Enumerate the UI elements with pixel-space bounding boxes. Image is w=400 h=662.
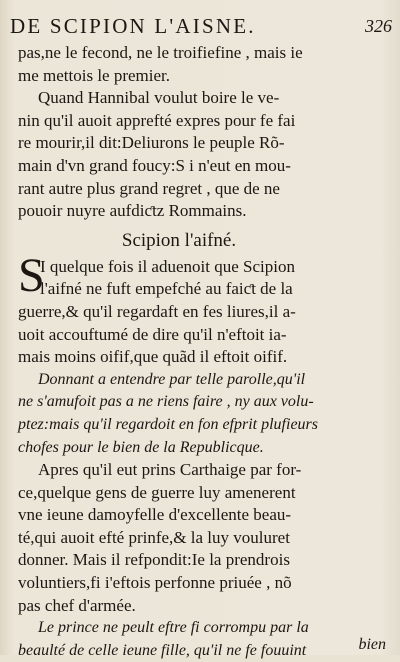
page-number: 326: [365, 16, 392, 36]
text-line: nin qu'il auoit apprefté expres pour fe fai: [18, 110, 296, 130]
text-line: vne ieune damoyfelle d'excellente beau-: [18, 505, 292, 525]
text-line: donner. Mais il refpondit:Ie la prendrois: [18, 550, 290, 570]
section-title: Scipion l'aifné.: [121, 229, 237, 251]
text-line: re mourir,il dit:Deliurons le peuple Rõ-: [18, 133, 285, 153]
text-line: main d'vn grand foucy:S i n'eut en mou-: [18, 155, 291, 175]
text-line: chofes pour le bien de la Republicque.: [18, 438, 264, 456]
text-line: Apres qu'il eut prins Carthaige par for-: [38, 460, 302, 480]
text-line: Le prince ne peult eftre fi corrompu par la: [38, 619, 309, 637]
text-line: l'aifné ne fuft empefché au faiƈt de la: [40, 279, 293, 299]
text-line: té,qui auoit efté prinfe,& la luy vouluret: [18, 527, 290, 547]
text-line: ce,quelque gens de guerre luy amenerent: [18, 482, 296, 502]
text-line: ptez:mais qu'il regardoit en fon efprit plufieurs: [18, 415, 318, 433]
text-line: pas,ne le fecond, ne le troifiefine , mais ie: [18, 43, 303, 62]
paragraph-intro: [18, 42, 340, 87]
gloss-note-1: [18, 369, 340, 459]
text-line: me mettois le premier.: [18, 65, 171, 85]
text-line: rant autre plus grand regret , que de ne: [18, 178, 280, 198]
text-line: I quelque fois il aduenoit que Scipion: [40, 256, 295, 276]
text-line: voluntiers,fi i'eftois perfonne priuée , nõ: [18, 573, 292, 593]
text-line: uoit accouftumé de dire qu'il n'eftoit ia-: [18, 324, 287, 344]
text-line: Quand Hannibal voulut boire le ve-: [38, 88, 280, 108]
text-line: ne s'amufoit pas a ne riens faire , ny aux volu-: [18, 393, 314, 411]
paragraph-hannibal: [18, 87, 340, 223]
paragraph-carthage: [18, 459, 340, 617]
paragraph-scipion: [18, 248, 340, 369]
gloss-note-2: [18, 617, 340, 662]
text-line: guerre,& qu'il regardaft en fes liures,il a-: [18, 301, 296, 321]
text-line: beaulté de celle ieune fille, qu'il ne fe fouuint: [18, 641, 307, 659]
catchword: bien: [358, 636, 386, 653]
drop-initial: S: [18, 248, 45, 302]
text-line: Donnant a entendre par telle parolle,qu'il: [38, 370, 306, 388]
text-line: pas chef d'armée.: [18, 595, 136, 615]
text-line: pouoir nuyre aufdiƈtz Rommains.: [18, 201, 247, 221]
page-header: [10, 14, 392, 40]
body-text: [18, 42, 340, 662]
running-head: DE SCIPION L'AISNE.: [10, 14, 256, 38]
text-line: mais moins oifif,que quãd il eftoit oifif.: [18, 347, 288, 367]
